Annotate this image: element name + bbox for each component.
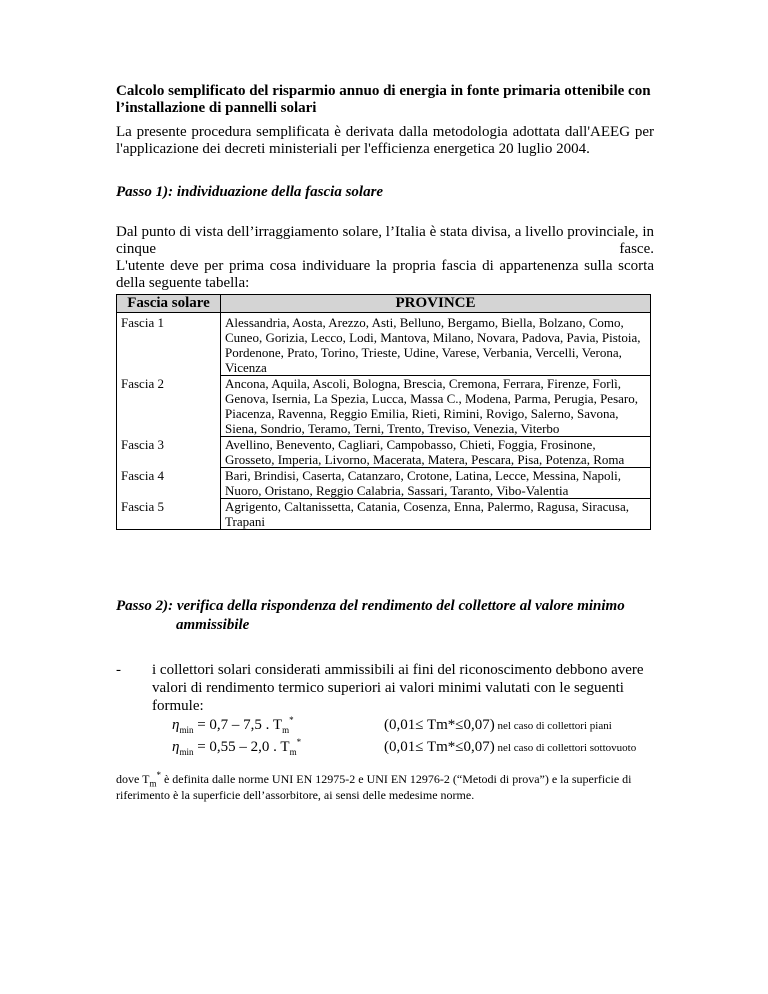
passo2-heading-line1: Passo 2): verifica della rispondenza del rendimento del collettore al valore minimo [116, 598, 625, 614]
t-subscript: m [282, 725, 290, 735]
note-text-2: riferimento è la superficie dell’assorbitore, ai sensi delle medesime norme. [116, 788, 475, 802]
table-row [117, 499, 651, 530]
table-row [117, 376, 651, 437]
formula-expression: = 0,7 – 7,5 . T [193, 717, 283, 733]
note-text: è definita dalle norme UNI EN 12975-2 e UNI EN 12976-2 (“Metodi di prova”) e la superficie di [160, 772, 632, 786]
header-fascia: Fascia solare [117, 295, 221, 313]
eta-subscript: min [179, 725, 194, 735]
table-row [117, 437, 651, 468]
note-subscript: m [149, 778, 157, 789]
formula-piani [172, 717, 294, 734]
fasce-table [116, 294, 651, 530]
t-superscript: * [296, 737, 302, 747]
passo1-description [116, 224, 654, 292]
table-row [117, 313, 651, 376]
t-subscript: m [289, 747, 297, 757]
formula-sottovuoto [172, 739, 301, 756]
condition-note: nel caso di collettori sottovuoto [494, 742, 637, 754]
eta-subscript: min [179, 747, 194, 757]
condition-range: (0,01≤ Tm*≤0,07) [384, 739, 495, 755]
document-title: Calcolo semplificato del risparmio annuo di energia in fonte primaria ottenibile con l’installazione di pannelli solari [116, 83, 651, 116]
header-province: PROVINCE [221, 295, 651, 313]
note-prefix: dove T [116, 772, 150, 786]
fascia-cell: Fascia 5 [117, 499, 221, 530]
fascia-cell: Fascia 3 [117, 437, 221, 468]
note-superscript: * [156, 770, 161, 780]
province-cell: Ancona, Aquila, Ascoli, Bologna, Brescia, Cremona, Ferrara, Firenze, Forlì, Genova, Isernia, La Spezia, Lucca, Massa C., Modena, Parma, Perugia, Pesaro, Piacenza, Ravenna, Reggio Emilia, Rieti, Rimini, Rovigo, Salerno, Savona, Siena, Sondrio, Teramo, Terni, Trento, Treviso, Venezia, Viterbo [221, 376, 651, 437]
condition-note: nel caso di collettori piani [494, 720, 612, 732]
province-cell: Avellino, Benevento, Cagliari, Campobasso, Chieti, Foggia, Frosinone, Grosseto, Imperia, Livorno, Macerata, Matera, Pescara, Pisa, Potenza, Roma [221, 437, 651, 468]
bullet-text: i collettori solari considerati ammissibili ai fini del riconoscimento debbono avere valori di rendimento termico superiori ai valori minimi valutati con le seguenti formule: [152, 662, 644, 714]
fascia-cell: Fascia 4 [117, 468, 221, 499]
province-cell: Alessandria, Aosta, Arezzo, Asti, Belluno, Bergamo, Biella, Bolzano, Como, Cuneo, Gorizia, Lecco, Lodi, Mantova, Milano, Novara, Padova, Pavia, Pistoia, Pordenone, Prato, Torino, Trieste, Udine, Varese, Verbania, Vercelli, Verona, Vicenza [221, 313, 651, 376]
table-row [117, 468, 651, 499]
bullet-dash: - [116, 662, 121, 678]
fascia-cell: Fascia 1 [117, 313, 221, 376]
t-superscript: * [289, 715, 294, 725]
condition-piani [384, 717, 612, 735]
condition-sottovuoto [384, 739, 636, 757]
formula-expression: = 0,55 – 2,0 . T [193, 739, 290, 755]
province-cell: Bari, Brindisi, Caserta, Catanzaro, Crotone, Latina, Lecce, Messina, Napoli, Nuoro, Oristano, Reggio Calabria, Sassari, Taranto, Vibo-Valentia [221, 468, 651, 499]
passo2-heading-line2: ammissibile [176, 617, 250, 633]
intro-paragraph: La presente procedura semplificata è derivata dalla metodologia adottata dall'AEEG per l'applicazione dei decreti ministeriali per l'efficienza energetica 20 luglio 2004. [116, 124, 654, 157]
condition-range: (0,01≤ Tm*≤0,07) [384, 717, 495, 733]
fascia-cell: Fascia 2 [117, 376, 221, 437]
passo2-heading [116, 597, 654, 635]
province-cell: Agrigento, Caltanissetta, Catania, Cosenza, Enna, Palermo, Ragusa, Siracusa, Trapani [221, 499, 651, 530]
passo1-para2: L'utente deve per prima cosa individuare la propria fascia di appartenenza sulla scorta della seguente tabella: [116, 258, 654, 291]
footnote [116, 771, 636, 803]
table-header-row [117, 295, 651, 313]
eta-symbol: η [172, 739, 180, 755]
passo1-heading: Passo 1): individuazione della fascia solare [116, 184, 384, 200]
passo1-para1: Dal punto di vista dell’irraggiamento solare, l’Italia è stata divisa, a livello provinciale, in cinque fasce. [116, 224, 654, 257]
eta-symbol: η [172, 717, 180, 733]
